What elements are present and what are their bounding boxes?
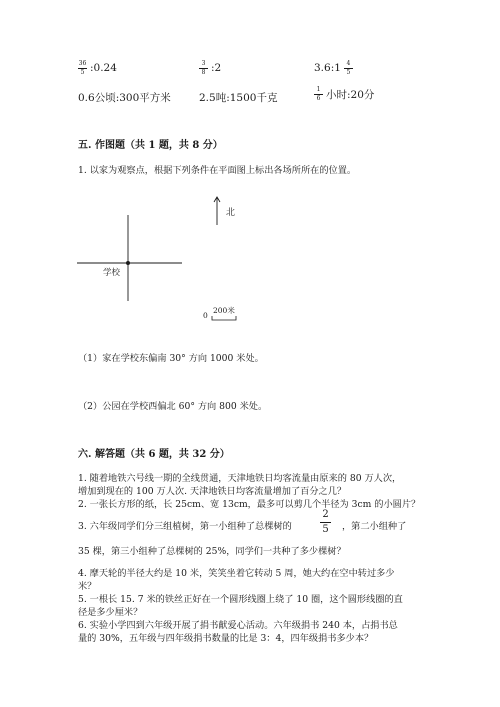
- ratio-1-text: :0.24: [90, 62, 117, 74]
- school-label: 学校: [103, 268, 121, 278]
- ratio-6-numerator: 1: [316, 86, 321, 93]
- ratio-1-numerator: 36: [78, 60, 87, 67]
- ratio-3-text: 3.6:1: [314, 62, 341, 74]
- question-6-line-2: 量的 30%，五年级与四年级捐书数量的比是 3：4，四年级捐书多少本？: [78, 633, 374, 644]
- question-2: 2. 一张长方形的纸，长 25cm、宽 13cm，最多可以剪几个半径为 3cm 的小圆片？: [78, 499, 421, 510]
- question-3-fraction-numerator: 2: [322, 509, 329, 520]
- ratio-4-text: 0.6公顷:300平方米: [78, 92, 171, 104]
- question-1-line-1: 1. 随着地铁六号线一期的全线贯通，天津地铁日均客流量由原来的 80 万人次，: [78, 473, 402, 484]
- ratio-2-text: :2: [211, 62, 222, 74]
- section-5-question-1: 1. 以家为观察点，根据下列条件在平面图上标出各场所所在的位置。: [78, 165, 357, 176]
- ratio-3-denominator: 5: [346, 69, 351, 76]
- question-3-line-1-part-1: 3. 六年级同学们分三组植树，第一小组种了总棵树的: [78, 521, 292, 532]
- question-5-line-1: 5. 一根长 15. 7 米的铁丝正好在一个圆形线圈上绕了 10 圈，这个圆形线圈的直: [78, 594, 403, 605]
- school-point: [126, 261, 130, 265]
- question-4-line-1: 4. 摩天轮的半径大约是 10 米，笑笑坐着它转动 5 周，她大约在空中转过多少: [78, 568, 395, 579]
- question-3-fraction-denominator: 5: [322, 524, 329, 535]
- scale-bar: [212, 316, 236, 320]
- section-5-title: 五. 作图题（共 1 题，共 8 分）: [78, 140, 223, 151]
- question-3-line-1-part-2: ，第二小组种了: [342, 521, 407, 532]
- question-5-line-2: 径是多少厘米？: [78, 607, 143, 618]
- ratio-6-text: 小时:20分: [326, 88, 375, 101]
- question-3-line-2: 35 棵，第三小组种了总棵树的 25%，同学们一共种了多少棵树？: [78, 546, 346, 557]
- scale-distance-label: 200米: [213, 306, 235, 315]
- section-6-title: 六. 解答题（共 6 题，共 32 分）: [78, 449, 230, 460]
- ratio-1-denominator: 5: [80, 69, 85, 76]
- section-5-sub-2: （2）公园在学校西偏北 60° 方向 800 米处。: [78, 401, 268, 412]
- ratio-3-numerator: 4: [346, 60, 351, 67]
- scale-zero-label: 0: [203, 311, 208, 320]
- ratio-6-denominator: 6: [316, 95, 321, 102]
- ratio-2-numerator: 3: [201, 60, 206, 67]
- ratio-2-denominator: 8: [201, 69, 206, 76]
- question-1-line-2: 增加到现在的 100 万人次. 天津地铁日均客流量增加了百分之几？: [78, 486, 347, 497]
- ratio-5-text: 2.5吨:1500千克: [199, 92, 278, 104]
- north-label: 北: [226, 208, 236, 218]
- section-5-sub-1: （1）家在学校东偏南 30° 方向 1000 米处。: [78, 353, 264, 364]
- question-3-fraction: [320, 509, 331, 536]
- north-arrow-icon: [214, 197, 220, 225]
- question-4-line-2: 米？: [78, 581, 97, 592]
- question-6-line-1: 6. 实验小学四到六年级开展了捐书献爱心活动。六年级捐书 240 本，占捐书总: [78, 620, 398, 631]
